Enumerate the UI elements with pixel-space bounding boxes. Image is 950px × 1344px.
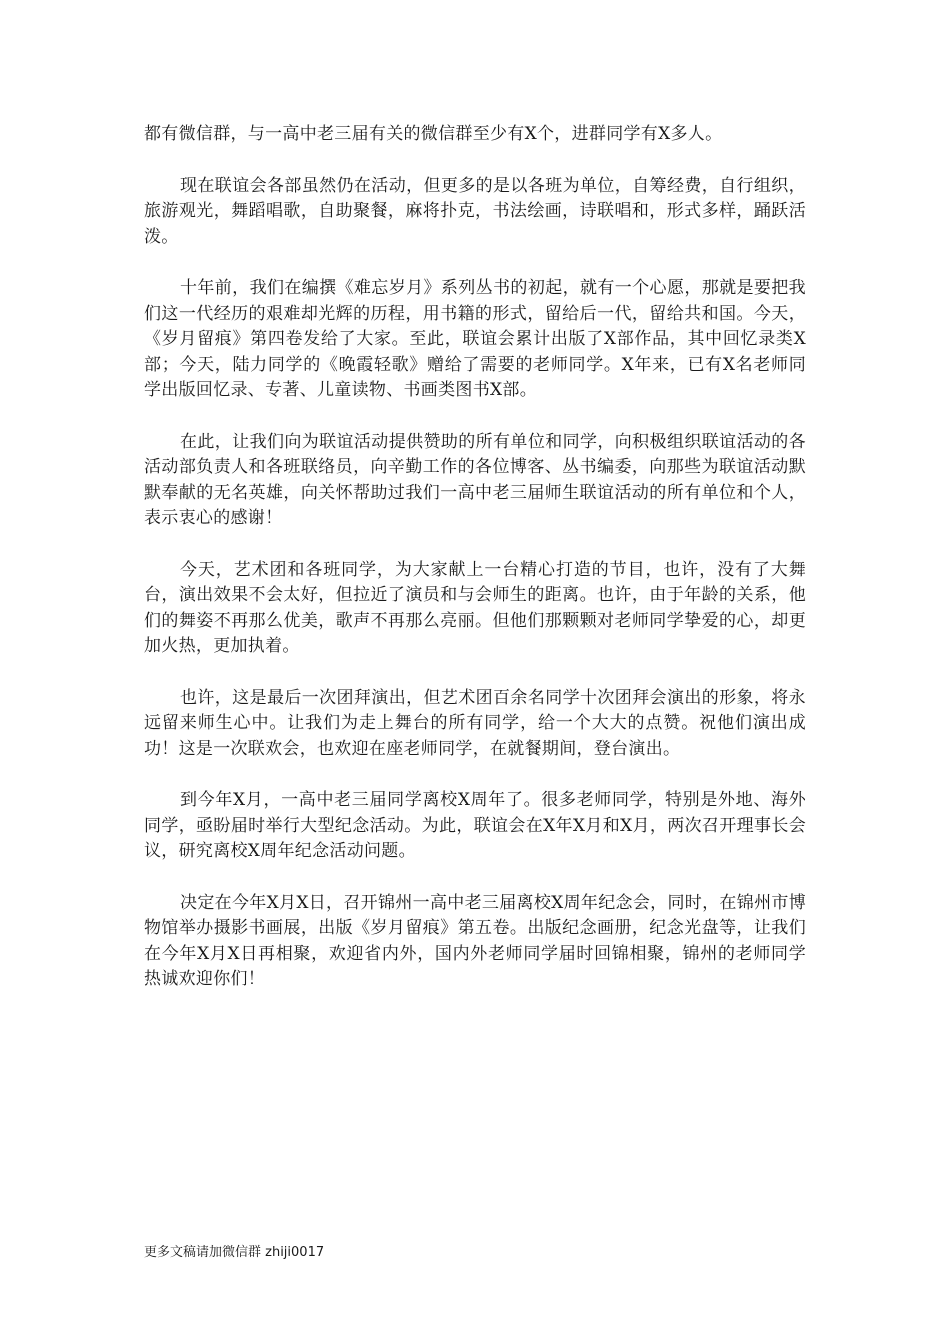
paragraph-thanks: 在此，让我们向为联谊活动提供赞助的所有单位和同学，向积极组织联谊活动的各活动部负责人和各班联络员，向辛勤工作的各位博客、丛书编委，向那些为联谊活动默默奉献的无名英雄，向关怀帮助过我们一高中老三届师生联谊活动的所有单位和个人，表示衷心的感谢！ <box>144 431 806 528</box>
paragraph-decision: 决定在今年X月X日，召开锦州一高中老三届离校X周年纪念会，同时，在锦州市博物馆举办摄影书画展，出版《岁月留痕》第五卷。出版纪念画册，纪念光盘等，让我们在今年X月X日再相聚，欢迎省内外，国内外老师同学届时回锦相聚，锦州的老师同学热诚欢迎你们！ <box>144 892 806 989</box>
document-body <box>144 122 806 1019</box>
paragraph-anniversary: 到今年X月，一高中老三届同学离校X周年了。很多老师同学，特别是外地、海外同学，亟盼届时举行大型纪念活动。为此，联谊会在X年X月和X月，两次召开理事长会议，研究离校X周年纪念活动问题。 <box>144 790 806 861</box>
paragraph-last-performance: 也许，这是最后一次团拜演出，但艺术团百余名同学十次团拜会演出的形象，将永远留来师生心中。让我们为走上舞台的所有同学，给一个大大的点赞。祝他们演出成功！这是一次联欢会，也欢迎在座老师同学，在就餐期间，登台演出。 <box>144 687 806 759</box>
paragraph-performance: 今天，艺术团和各班同学，为大家献上一台精心打造的节目，也许，没有了大舞台，演出效果不会太好，但拉近了演员和与会师生的距离。也许，由于年龄的关系，他们的舞姿不再那么优美，歌声不再那么亮丽。但他们那颗颗对老师同学挚爱的心，却更加火热，更加执着。 <box>144 559 806 656</box>
paragraph-publications: 十年前，我们在编撰《难忘岁月》系列丛书的初起，就有一个心愿，那就是要把我们这一代经历的艰难却光辉的历程，用书籍的形式，留给后一代，留给共和国。今天，《岁月留痕》第四卷发给了大家。至此，联谊会累计出版了X部作品，其中回忆录类X部；今天，陆力同学的《晚霞轻歌》赠给了需要的老师同学。X年来，已有X名老师同学出版回忆录、专著、儿童读物、书画类图书X部。 <box>144 278 806 400</box>
page-footer: 更多文稿请加微信群 zhiji0017 <box>144 1245 325 1260</box>
paragraph-activities: 现在联谊会各部虽然仍在活动，但更多的是以各班为单位，自筹经费，自行组织，旅游观光，舞蹈唱歌，自助聚餐，麻将扑克，书法绘画，诗联唱和，形式多样，踊跃活泼。 <box>144 175 806 247</box>
paragraph-continuation: 都有微信群，与一高中老三届有关的微信群至少有X个，进群同学有X多人。 <box>144 124 723 144</box>
